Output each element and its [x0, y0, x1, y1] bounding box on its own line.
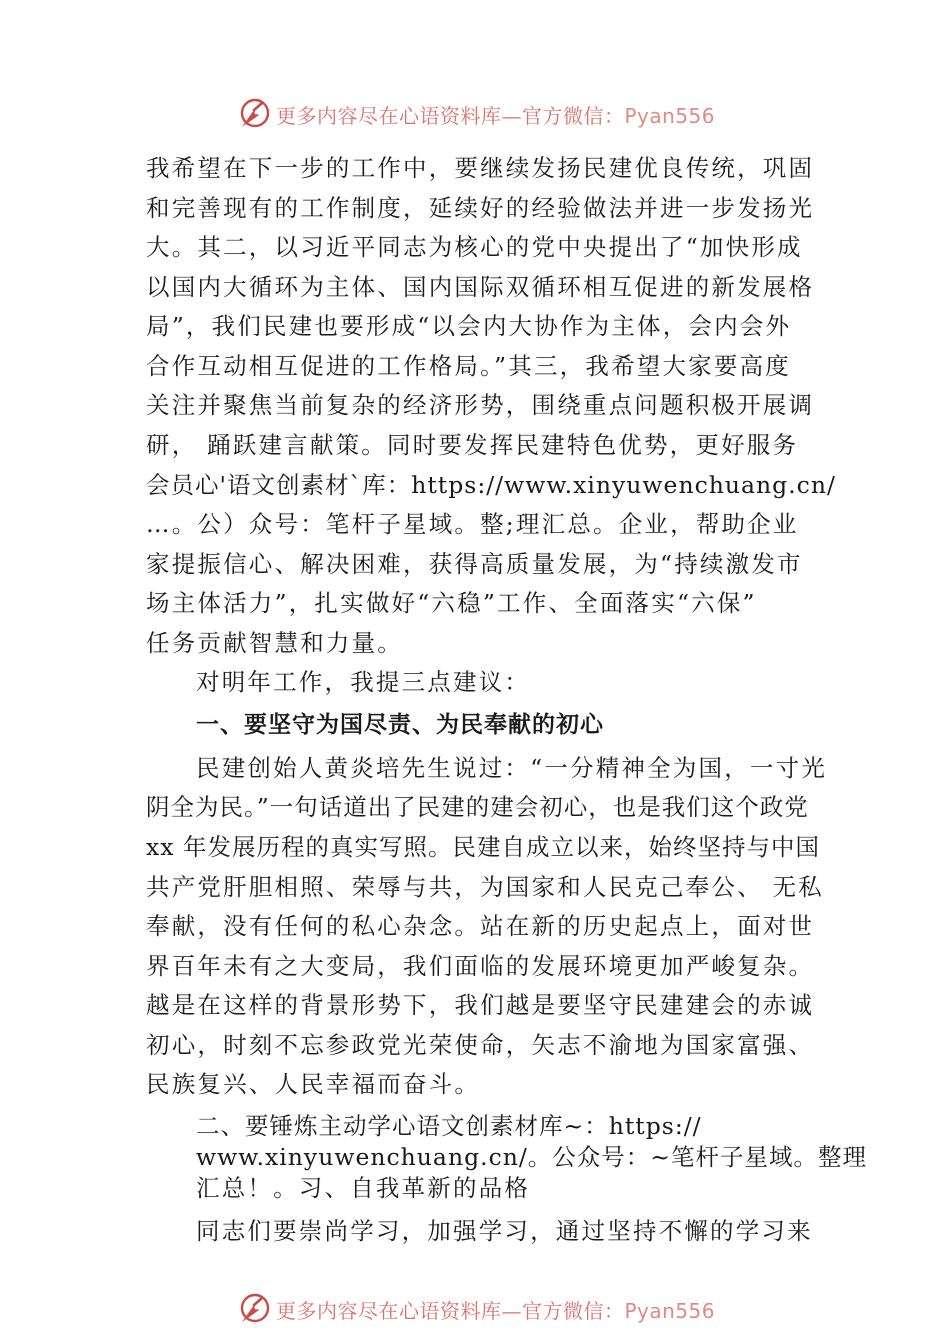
- wechat-id: Pyan556: [624, 1298, 716, 1323]
- banner-text: 更多内容尽在心语资料库—官方微信：Pyan556: [276, 103, 716, 128]
- paragraph-line: 家提振信心、解决困难，获得高质量发展，为“持续激发市: [146, 550, 803, 578]
- section-heading-2-cont: www.xinyuwenchuang.cn/。公众号：~笔杆子星域。整理: [196, 1143, 867, 1171]
- paragraph-line: 合作互动相互促进的工作格局。”其三，我希望大家要高度: [146, 352, 791, 380]
- pen-nib-icon: [236, 1291, 272, 1327]
- paragraph-line: 以国内大循环为主体、国内国际双循环相互促进的新发展格: [146, 273, 815, 301]
- wechat-id: Pyan556: [624, 103, 716, 128]
- footer-banner: [236, 1289, 715, 1329]
- paragraph-line: 对明年工作，我提三点建议：: [196, 668, 531, 696]
- paragraph-line: xx 年发展历程的真实写照。民建自成立以来，始终坚持与中国: [146, 833, 820, 861]
- paragraph-line: 关注并聚焦当前复杂的经济形势，围绕重点问题积极开展调: [146, 391, 815, 419]
- section-heading-2-cont: 汇总！。习、自我革新的品格: [196, 1174, 531, 1202]
- paragraph-line: 大。其二，以习近平同志为核心的党中央提出了“加快形成: [146, 233, 803, 261]
- paragraph-line: 任务贡献智慧和力量。: [146, 629, 403, 657]
- paragraph-line: …。公）众号：笔杆子星域。整;理汇总。企业，帮助企业: [146, 510, 799, 538]
- banner-text: 更多内容尽在心语资料库—官方微信：Pyan556: [276, 1298, 716, 1323]
- paragraph-line: 阴全为民。”一句话道出了民建的建会初心，也是我们这个政党: [146, 793, 809, 821]
- section-heading-2: 二、要锤炼主动学心语文创素材库~：https://: [196, 1112, 702, 1140]
- paragraph-line: 民建创始人黄炎培先生说过：“一分精神全为国，一寸光: [196, 754, 828, 782]
- paragraph-line: 我希望在下一步的工作中，要继续发扬民建优良传统，巩固: [146, 154, 815, 182]
- pen-nib-icon: [236, 96, 272, 132]
- paragraph-line: 越是在这样的背景形势下，我们越是要坚守民建建会的赤诚: [146, 991, 815, 1019]
- paragraph-line: 会员心'语文创素材`库：https://www.xinyuwenchuang.cn/: [146, 471, 836, 499]
- paragraph-line: 场主体活力”，扎实做好“六稳”工作、全面落实“六保”: [146, 589, 757, 617]
- paragraph-line: 奉献，没有任何的私心杂念。站在新的历史起点上，面对世: [146, 912, 815, 940]
- paragraph-line: 共产党肝胆相照、荣辱与共，为国家和人民克己奉公、 无私: [146, 873, 824, 901]
- paragraph-line: 界百年未有之大变局，我们面临的发展环境更加严峻复杂。: [146, 952, 815, 980]
- section-heading-1: 一、要坚守为国尽责、为民奉献的初心: [196, 712, 604, 738]
- paragraph-line: 和完善现有的工作制度，延续好的经验做法并进一步发扬光: [146, 194, 815, 222]
- header-banner: [236, 94, 715, 134]
- paragraph-line: 研， 踊跃建言献策。同时要发挥民建特色优势，更好服务: [146, 431, 799, 459]
- paragraph-line: 民族复兴、人民幸福而奋斗。: [146, 1070, 481, 1098]
- paragraph-line: 局”，我们民建也要形成“以会内大协作为主体，会内会外: [146, 312, 792, 340]
- paragraph-line: 同志们要崇尚学习，加强学习，通过坚持不懈的学习来: [196, 1217, 813, 1245]
- paragraph-line: 初心，时刻不忘参政党光荣使命，矢志不渝地为国家富强、: [146, 1031, 815, 1059]
